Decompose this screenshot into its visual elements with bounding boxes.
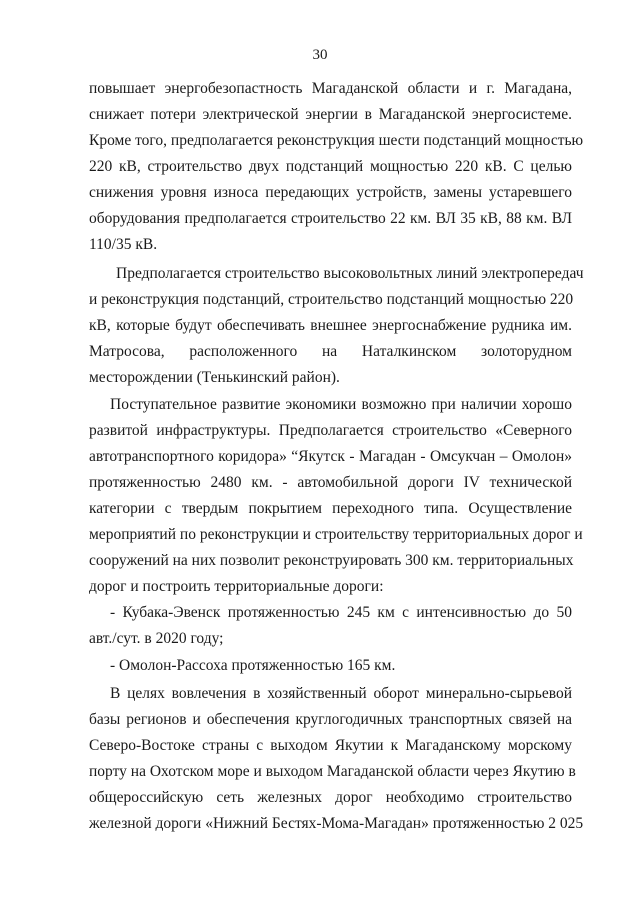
text-line: общероссийскую сеть железных дорог необходимо строительство bbox=[89, 789, 572, 806]
text-line: сооружений на них позволит реконструировать 300 км. территориальных bbox=[89, 552, 574, 569]
text-line: повышает энергобезопастность Магаданской области и г. Магадана, bbox=[89, 80, 572, 97]
text-line: кВ, которые будут обеспечивать внешнее энергоснабжение рудника им. bbox=[89, 317, 572, 334]
page-number: 30 bbox=[312, 47, 328, 63]
text-line: снижает потери электрической энергии в Магаданской энергосистеме. bbox=[89, 106, 572, 123]
text-line: протяженностью 2480 км. - автомобильной дороги IV технической bbox=[89, 474, 572, 491]
text-line: Предполагается строительство высоковольтных линий электропередач bbox=[116, 265, 584, 282]
text-line: - Омолон-Рассоха протяженностью 165 км. bbox=[110, 657, 396, 674]
text-line: В целях вовлечения в хозяйственный оборот минерально-сырьевой bbox=[110, 685, 572, 702]
text-line: - Кубака-Эвенск протяженностью 245 км с интенсивностью до 50 bbox=[110, 604, 572, 621]
text-line: 220 кВ, строительство двух подстанций мощностью 220 кВ. С целью bbox=[89, 158, 572, 175]
text-line: 110/35 кВ. bbox=[89, 236, 158, 253]
text-line: дорог и построить территориальные дороги: bbox=[89, 578, 384, 595]
text-line: и реконструкция подстанций, строительство подстанций мощностью 220 bbox=[89, 291, 574, 308]
text-line: автотранспортного коридора» “Якутск - Магадан - Омсукчан – Омолон» bbox=[89, 448, 572, 465]
text-line: авт./сут. в 2020 году; bbox=[89, 630, 224, 647]
text-line: снижения уровня износа передающих устройств, замены устаревшего bbox=[89, 184, 572, 201]
text-line: Поступательное развитие экономики возможно при наличии хорошо bbox=[110, 396, 572, 413]
text-line: месторождении (Тенькинский район). bbox=[89, 369, 340, 386]
text-line: развитой инфраструктуры. Предполагается строительство «Северного bbox=[89, 422, 572, 439]
text-line: Северо-Востоке страны с выходом Якутии к Магаданскому морскому bbox=[89, 737, 572, 754]
text-line: мероприятий по реконструкции и строительству территориальных дорог и bbox=[89, 526, 583, 543]
text-line: порту на Охотском море и выходом Магаданской области через Якутию в bbox=[89, 763, 576, 780]
text-line: категории с твердым покрытием переходного типа. Осуществление bbox=[89, 500, 572, 517]
text-line: оборудования предполагается строительство 22 км. ВЛ 35 кВ, 88 км. ВЛ bbox=[89, 210, 572, 227]
text-line: Кроме того, предполагается реконструкция шести подстанций мощностью bbox=[89, 132, 584, 149]
text-line: железной дороги «Нижний Бестях-Мома-Магадан» протяженностью 2 025 bbox=[89, 815, 584, 832]
text-line: базы регионов и обеспечения круглогодичных транспортных связей на bbox=[89, 711, 572, 728]
text-line: Матросова, расположенного на Наталкинском золоторудном bbox=[89, 343, 572, 360]
